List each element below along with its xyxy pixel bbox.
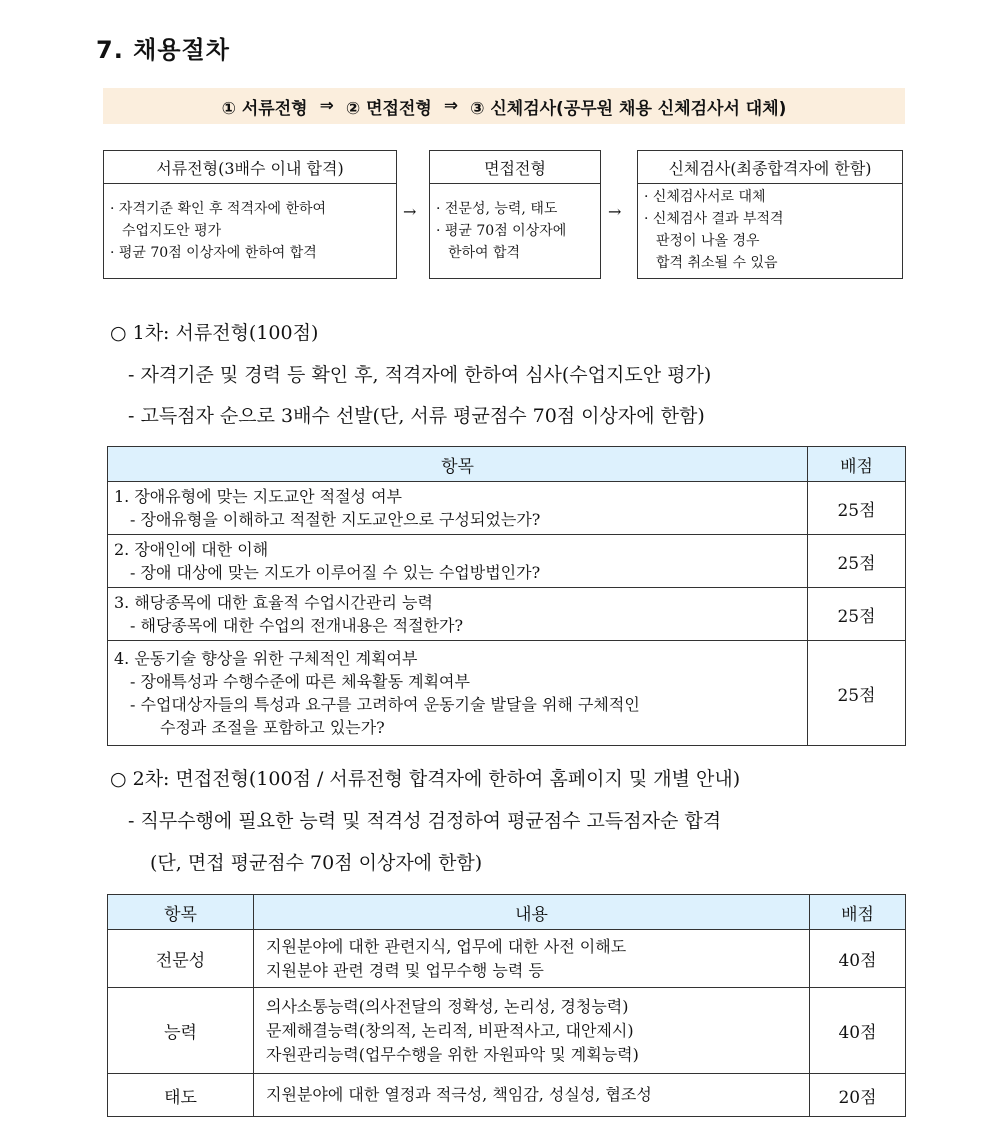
flow-box-line: · 평균 70점 이상자에 한하여 합격 — [110, 245, 317, 261]
flow-box-line: · 전문성, 능력, 태도 — [436, 201, 558, 217]
process-step-3: ③ 신체검사(공무원 채용 신체검사서 대체) — [470, 98, 787, 119]
criterion-detail: - 장애유형을 이해하고 적절한 지도교안으로 구성되었는가? — [130, 510, 541, 529]
flow-box-line: 합격 취소될 수 있음 — [656, 255, 778, 271]
flow-box-line: 수업지도안 평가 — [122, 223, 222, 239]
flow-box-line: · 신체검사서로 대체 — [644, 189, 766, 205]
table-header-score: 배점 — [810, 895, 906, 930]
flow-box-header: 신체검사(최종합격자에 한함) — [638, 151, 902, 184]
section-title: 7. 채용절차 — [96, 36, 230, 64]
criterion-detail: 자원관리능력(업무수행을 위한 자원파악 및 계획능력) — [266, 1044, 639, 1064]
flow-arrow-icon: → — [608, 202, 622, 221]
table-header-content: 내용 — [254, 895, 810, 930]
flow-box-line: 판정이 나올 경우 — [656, 233, 760, 249]
flow-box-line: 한하여 합격 — [448, 245, 521, 261]
flow-box-line: · 신체검사 결과 부적격 — [644, 211, 784, 227]
process-step-2: ② 면접전형 — [345, 98, 432, 119]
criterion-score: 40점 — [810, 930, 906, 988]
table-header-item: 항목 — [108, 895, 254, 930]
criterion-detail: - 해당종목에 대한 수업의 전개내용은 적절한가? — [130, 616, 464, 635]
interview-table — [107, 894, 906, 1117]
criterion-score: 25점 — [808, 535, 906, 588]
criterion-detail: - 장애 대상에 맞는 지도가 이루어질 수 있는 수업방법인가? — [130, 563, 541, 582]
section1-bullet: - 고득점자 순으로 3배수 선발(단, 서류 평균점수 70점 이상자에 한함) — [128, 405, 705, 427]
flow-box-header: 서류전형(3배수 이내 합격) — [104, 151, 396, 184]
criterion-title: 3. 해당종목에 대한 효율적 수업시간관리 능력 — [114, 593, 433, 612]
flow-box-interview — [429, 150, 601, 279]
table-row — [108, 482, 906, 535]
criterion-detail: 지원분야 관련 경력 및 업무수행 능력 등 — [266, 960, 544, 980]
table-header-score: 배점 — [808, 447, 906, 482]
flow-box-medical — [637, 150, 903, 279]
section2-heading: ○ 2차: 면접전형(100점 / 서류전형 합격자에 한하여 홈페이지 및 개별 안내) — [110, 768, 741, 790]
table-row — [108, 641, 906, 746]
section1-bullet: - 자격기준 및 경력 등 확인 후, 적격자에 한하여 심사(수업지도안 평가) — [128, 364, 712, 386]
criterion-score: 25점 — [808, 482, 906, 535]
flow-box-line: · 평균 70점 이상자에 — [436, 223, 567, 239]
table-row — [108, 588, 906, 641]
flow-arrow-icon: → — [403, 202, 417, 221]
process-arrow-icon: ⇒ — [319, 96, 334, 116]
criterion-detail: 의사소통능력(의사전달의 정확성, 논리성, 경청능력) — [266, 996, 629, 1016]
criterion-score: 40점 — [810, 988, 906, 1074]
criterion-score: 20점 — [810, 1074, 906, 1117]
section2-bullet: - 직무수행에 필요한 능력 및 적격성 검정하여 평균점수 고득점자순 합격 — [128, 810, 722, 832]
criterion-detail: 지원분야에 대한 관련지식, 업무에 대한 사전 이해도 — [266, 936, 627, 956]
table-row — [108, 930, 906, 988]
criterion-detail: 문제해결능력(창의적, 논리적, 비판적사고, 대안제시) — [266, 1020, 634, 1040]
criterion-detail: 지원분야에 대한 열정과 적극성, 책임감, 성실성, 협조성 — [266, 1085, 652, 1104]
table-row — [108, 988, 906, 1074]
process-step-1: ① 서류전형 — [221, 98, 308, 119]
criterion-detail: - 수업대상자들의 특성과 요구를 고려하여 운동기술 발달을 위해 구체적인 — [130, 695, 640, 714]
criterion-title: 4. 운동기술 향상을 위한 구체적인 계획여부 — [114, 649, 418, 668]
criterion-score: 25점 — [808, 588, 906, 641]
flow-box-line: · 자격기준 확인 후 적격자에 한하여 — [110, 201, 327, 217]
flow-box-header: 면접전형 — [430, 151, 600, 184]
process-summary-bar — [103, 88, 905, 124]
document-screening-table — [107, 446, 906, 746]
flow-box-document — [103, 150, 397, 279]
criterion-name: 능력 — [108, 988, 254, 1074]
table-header-item: 항목 — [108, 447, 808, 482]
section1-heading: ○ 1차: 서류전형(100점) — [110, 322, 319, 344]
criterion-name: 전문성 — [108, 930, 254, 988]
criterion-score: 25점 — [808, 641, 906, 746]
criterion-title: 1. 장애유형에 맞는 지도교안 적절성 여부 — [114, 487, 402, 506]
table-row — [108, 1074, 906, 1117]
process-arrow-icon: ⇒ — [443, 96, 459, 116]
criterion-detail: 수정과 조절을 포함하고 있는가? — [160, 718, 385, 737]
criterion-title: 2. 장애인에 대한 이해 — [114, 540, 269, 559]
section2-bullet: (단, 면접 평균점수 70점 이상자에 한함) — [150, 852, 483, 874]
table-row — [108, 535, 906, 588]
criterion-detail: - 장애특성과 수행수준에 따른 체육활동 계획여부 — [130, 672, 470, 691]
criterion-name: 태도 — [108, 1074, 254, 1117]
